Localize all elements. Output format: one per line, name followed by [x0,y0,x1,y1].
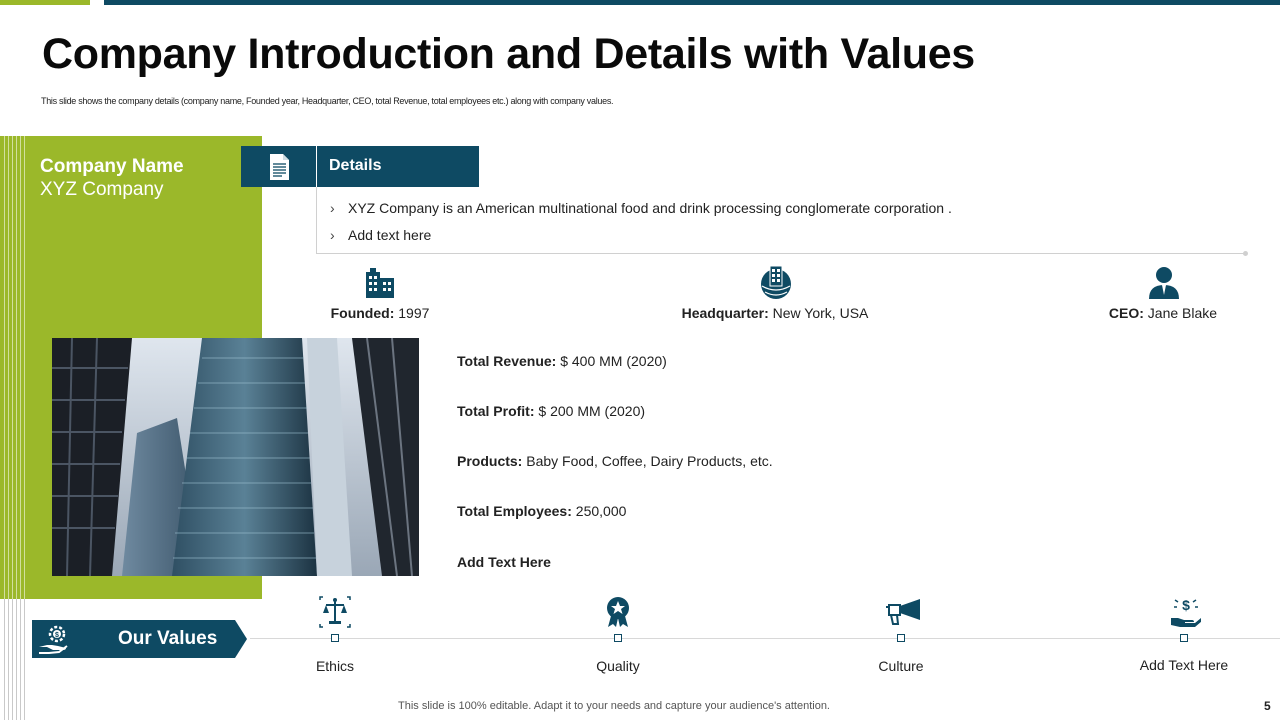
person-icon [1147,265,1181,299]
details-bullet-1 [330,200,952,216]
headquarter-label: Headquarter: [681,305,769,321]
company-name-label: Company Name [40,156,184,177]
founded-info [331,305,430,321]
value-marker-culture [897,634,905,642]
page-number: 5 [1264,699,1271,713]
stat-employees-label: Total Employees: [457,503,572,519]
details-box [316,187,1246,254]
globe-building-icon [759,264,793,300]
details-box-dot [1243,251,1248,256]
details-heading: Details [317,146,479,187]
stat-products-label: Products: [457,453,523,469]
value-label-quality: Quality [596,658,640,674]
ceo-info [1109,305,1217,321]
value-label-culture: Culture [878,658,924,674]
our-values-heading: Our Values [118,628,218,649]
top-accent-navy [104,0,1280,5]
stat-revenue [457,353,667,369]
stat-profit [457,403,645,419]
stat-revenue-value: $ 400 MM (2020) [556,353,667,369]
value-marker-quality [614,634,622,642]
stat-employees-value: 250,000 [571,503,627,519]
headquarter-value: New York, USA [768,305,869,321]
scales-icon [318,596,352,628]
value-label-ethics: Ethics [315,658,355,674]
document-icon [267,153,291,181]
megaphone-icon [886,598,922,626]
details-bullet-1-text: XYZ Company is an American multinational food and drink processing conglomerate corporation . [348,200,952,216]
stat-profit-value: $ 200 MM (2020) [534,403,646,419]
gear-hand-icon [37,623,71,655]
founded-label: Founded: [330,305,395,321]
top-accent-green [0,0,90,5]
stat-revenue-label: Total Revenue: [457,353,557,369]
stat-products-value: Baby Food, Coffee, Dairy Products, etc. [522,453,773,469]
building-photo [52,338,419,576]
company-name-value: XYZ Company [40,179,164,200]
headquarter-info [682,305,869,321]
stat-add-text [457,554,551,570]
details-bullet-2-text: Add text here [348,227,432,243]
chevron-right-icon: › [330,200,335,216]
value-marker-ethics [331,634,339,642]
slide-subtitle: This slide shows the company details (company name, Founded year, Headquarter, CEO, total Revenue, total employees etc.) along with company values. [41,96,614,106]
value-label-add: Add Text Here [1139,657,1229,673]
svg-text:$: $ [1182,597,1190,613]
panel-stripes-lower [0,599,28,720]
stat-employees [457,503,626,519]
buildings-icon [364,266,396,298]
values-timeline [250,638,1280,639]
slide-title: Company Introduction and Details with Values [42,30,975,78]
ceo-label: CEO: [1108,305,1144,321]
stat-profit-label: Total Profit: [457,403,535,419]
details-icon-box [241,146,316,187]
hand-dollar-icon [1169,596,1201,628]
stat-add-text-label: Add Text Here [457,554,551,570]
details-bullet-2 [330,227,431,243]
award-icon [604,596,632,628]
founded-value: 1997 [394,305,430,321]
ceo-value: Jane Blake [1143,305,1218,321]
chevron-right-icon: › [330,227,335,243]
slide-footer-note: This slide is 100% editable. Adapt it to your needs and capture your audience's attention. [398,700,830,712]
stat-products [457,453,773,469]
value-marker-add [1180,634,1188,642]
svg-text:$: $ [55,632,59,639]
